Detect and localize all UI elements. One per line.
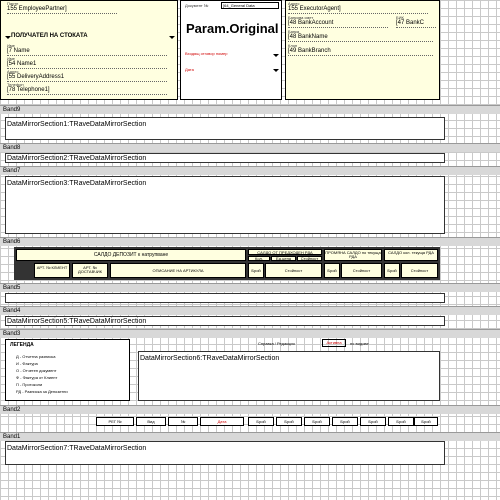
header-left-panel: [0, 0, 178, 100]
footer-col-qty[interactable]: Брой: [276, 417, 302, 426]
footer-col-date[interactable]: Дата: [200, 417, 244, 426]
footer-col-type[interactable]: Вид: [136, 417, 166, 426]
footer-col-qty[interactable]: Брой: [388, 417, 414, 426]
band2-text: Band2: [3, 407, 21, 413]
footer-col-qty[interactable]: Брой: [360, 417, 386, 426]
band7-label: [0, 166, 500, 175]
doc-value-field[interactable]: [64_General Data: [221, 2, 279, 9]
chevron-down-icon: [273, 54, 279, 57]
legend-item: П - Протоколи: [16, 382, 43, 387]
band6-label: [0, 237, 500, 246]
data-mirror-section-6[interactable]: DataMirrorSection6:TRaveDataMirrorSection: [138, 351, 440, 401]
legend-item: Ф - Фактура от Клиент: [16, 375, 58, 380]
qty-column-1: Брой: [248, 263, 264, 278]
address-label: Адрес: [288, 1, 300, 6]
previous-saldo-value: Стойност: [297, 256, 322, 261]
footer-col-qty[interactable]: Брой: [304, 417, 330, 426]
art-client-header: АРТ. № КЛИЕНТ: [34, 263, 70, 278]
name1-label: Име: [7, 56, 15, 61]
footer-col-reg[interactable]: РЕГ №: [96, 417, 134, 426]
band3-text: Band3: [3, 331, 21, 337]
bank-code-field[interactable]: [47 BankC: [396, 20, 436, 28]
data-mirror-section-1[interactable]: DataMirrorSection1:TRaveDataMirrorSection: [5, 117, 445, 140]
name-label: Име: [7, 43, 15, 48]
data-mirror-section-4[interactable]: [5, 293, 445, 303]
legend-item: И - Фактура: [16, 361, 38, 366]
partner-label: Партн: [7, 1, 19, 6]
band8-text: Band8: [3, 145, 21, 151]
data-mirror-section-2[interactable]: DataMirrorSection2:TRaveDataMirrorSection: [5, 153, 445, 163]
legend-item: О - Отчетен документ: [16, 368, 57, 373]
description-header: ОПИСАНИЕ НА АРТИКУЛА: [110, 263, 246, 278]
band4-label: [0, 306, 500, 315]
footer-col-number[interactable]: №: [168, 417, 198, 426]
page-title: Param.Original: [186, 21, 279, 36]
value-column-1: Стойност: [265, 263, 322, 278]
band7-text: Band7: [3, 168, 21, 174]
executor-agent-field[interactable]: 155 ExecutorAgent]: [288, 6, 428, 14]
phone-label: Телефон: [7, 82, 24, 87]
band3-label: [0, 329, 500, 338]
account-label: Банкова смет: [288, 15, 314, 20]
saldo-depozit-header: САЛДО ДЕПОЗИТ к натрупване: [16, 249, 246, 261]
legend-box: [5, 339, 130, 401]
data-mirror-section-5[interactable]: DataMirrorSection5:TRaveDataMirrorSection: [5, 316, 445, 326]
bank-branch-field[interactable]: [49 BankBranch: [288, 48, 433, 56]
chevron-down-icon: [5, 36, 11, 39]
qty-column-3: Брой: [384, 263, 400, 278]
doc-label: Документ №: [185, 3, 209, 8]
header-right-panel: [285, 0, 440, 100]
recipient-heading: ПОЛУЧАТЕЛ НА СТОКАТА: [11, 33, 88, 39]
chevron-down-icon: [169, 36, 175, 39]
date-label: Дата: [185, 67, 194, 72]
band5-text: Band5: [3, 285, 21, 291]
change-saldo-header: ПРОМЯНА САЛДО по текуща РДА: [325, 250, 381, 259]
data-mirror-section-3[interactable]: DataMirrorSection3:TRaveDataMirrorSection: [5, 176, 445, 234]
address-field[interactable]: [55 DeliveryAddress1: [7, 74, 167, 82]
current-saldo-header: САЛДО кол. текуща РДА: [384, 249, 438, 261]
data-mirror-section-7[interactable]: DataMirrorSection7:TRaveDataMirrorSection: [5, 441, 445, 465]
band6-text: Band6: [3, 239, 21, 245]
legend-item: Д - Отчетна разписка: [16, 354, 56, 359]
value-column-3: Стойност: [401, 263, 438, 278]
employee-partner-field[interactable]: 155 EmployeePartner]: [7, 6, 117, 14]
legend-item: РД - Разписка за Депозитни: [16, 389, 68, 394]
bank-account-field[interactable]: [48 BankAccount: [288, 20, 388, 28]
previous-saldo-header: САЛДО ОТ ПРЕДХОДЕН РДА: [248, 249, 322, 255]
qty-column-2: Брой: [324, 263, 340, 278]
name-field[interactable]: [7 Name: [7, 48, 167, 56]
bank-name-field[interactable]: [48 BankName: [288, 34, 433, 42]
address-label: Адрес: [7, 69, 19, 74]
band5-label: [0, 283, 500, 292]
header-mid-panel: [180, 0, 282, 100]
band4-text: Band4: [3, 308, 21, 314]
footer-col-qty[interactable]: Брой: [248, 417, 274, 426]
print-mode-label: Справка / Редакция: [258, 341, 295, 346]
band2-label: [0, 405, 500, 414]
chevron-down-icon: [273, 69, 279, 72]
band1-text: Band1: [3, 434, 21, 440]
band9-text: Band9: [3, 107, 21, 113]
band9-label: [0, 105, 500, 114]
art-supplier-header: АРТ. № ДОСТАВЧИК: [72, 263, 108, 278]
phone-field[interactable]: [78 Telephone1]: [7, 87, 167, 95]
value-column-2: Стойност: [341, 263, 382, 278]
branch-label: Клон: [288, 43, 298, 48]
name1-field[interactable]: [54 Name1: [7, 61, 167, 69]
table-header: [14, 247, 440, 280]
previous-saldo-price: Ед.цена: [271, 256, 296, 261]
print-mode-value[interactable]: Активна: [322, 339, 346, 347]
footer-col-qty[interactable]: Брой: [332, 417, 358, 426]
bank-code-label: БИК: [396, 15, 404, 20]
print-mode-suffix: по видове: [350, 341, 369, 346]
bank-name-label: Банка: [288, 29, 300, 34]
band1-label: [0, 432, 500, 441]
previous-saldo-qty: Кол.: [248, 256, 270, 261]
order-label: Входящ отговор номер: [185, 51, 228, 56]
footer-col-qty[interactable]: Брой: [414, 417, 438, 426]
band8-label: [0, 143, 500, 152]
legend-title: ЛЕГЕНДА: [10, 342, 34, 348]
